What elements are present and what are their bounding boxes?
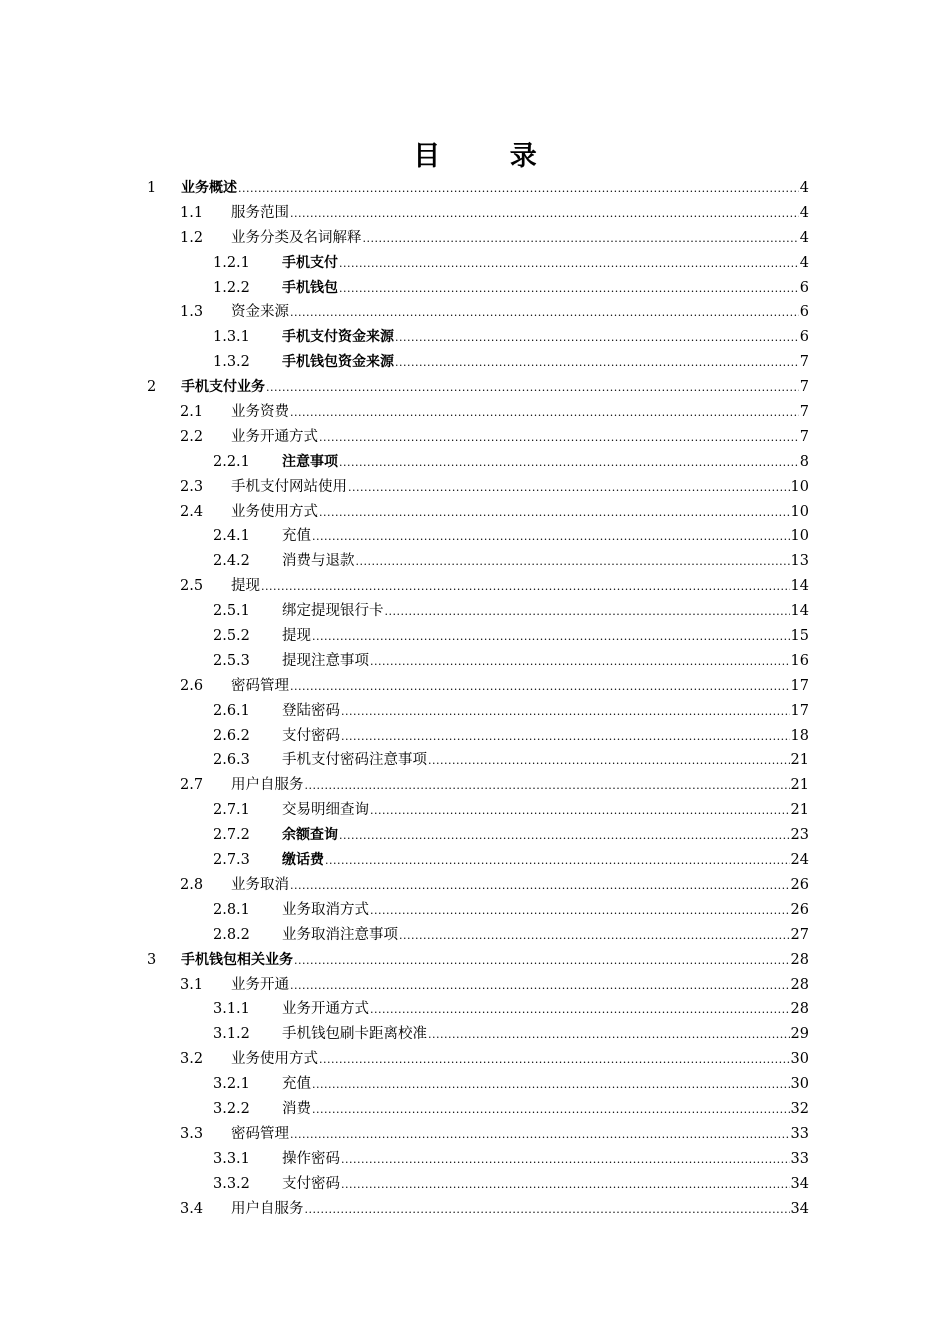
toc-dot-leader — [305, 1198, 790, 1223]
toc-dot-leader — [266, 376, 799, 401]
toc-entry-page: 21 — [790, 802, 809, 819]
toc-entry-number: 2.4 — [180, 503, 204, 520]
toc-entry-label: 手机钱包 — [282, 279, 338, 296]
toc-entry-number: 1.1 — [180, 204, 204, 221]
toc-entry[interactable] — [147, 773, 809, 798]
toc-entry-label: 用户自服务 — [231, 777, 304, 794]
toc-entry-number: 2.5.1 — [213, 603, 250, 620]
toc-entry-number: 3.3.1 — [213, 1150, 250, 1167]
toc-entry-label: 支付密码 — [282, 1175, 340, 1192]
toc-entry-number: 2.5 — [180, 578, 204, 595]
toc-entry-number: 2.5.3 — [213, 652, 250, 669]
toc-entry-page: 14 — [790, 578, 809, 595]
toc-entry-label: 业务取消方式 — [282, 901, 369, 918]
toc-entry[interactable] — [147, 1047, 809, 1072]
toc-entry-page: 7 — [799, 428, 809, 445]
toc-entry-page: 32 — [790, 1100, 809, 1117]
toc-entry-label: 业务使用方式 — [231, 1051, 318, 1068]
toc-entry[interactable] — [147, 948, 809, 973]
toc-entry[interactable] — [147, 251, 809, 276]
toc-entry[interactable] — [147, 798, 809, 823]
toc-entry[interactable] — [147, 425, 809, 450]
toc-entry-page: 10 — [790, 528, 809, 545]
toc-entry-number: 2.7.2 — [213, 827, 250, 844]
toc-entry-number: 1.3.2 — [213, 354, 250, 371]
toc-entry-label: 提现注意事项 — [282, 652, 369, 669]
toc-entry-label: 业务概述 — [181, 180, 237, 196]
toc-entry-number: 2.3 — [180, 478, 204, 495]
page-title: 目 录 — [413, 141, 567, 172]
toc-dot-leader — [395, 326, 799, 351]
toc-dot-leader — [305, 774, 790, 799]
toc-entry-number: 3.4 — [180, 1200, 204, 1217]
toc-dot-leader — [290, 301, 799, 326]
toc-entry-number: 2 — [147, 379, 157, 396]
toc-entry-label: 业务资费 — [231, 404, 289, 421]
toc-entry[interactable] — [147, 574, 809, 599]
toc-entry-page: 21 — [790, 752, 809, 769]
toc-entry-label: 业务分类及名词解释 — [231, 229, 362, 246]
toc-entry-page: 18 — [790, 727, 809, 744]
toc-entry-label: 业务开通方式 — [282, 1001, 369, 1018]
toc-entry[interactable] — [147, 873, 809, 898]
toc-entry[interactable] — [147, 724, 809, 749]
toc-entry-page: 17 — [790, 677, 809, 694]
toc-dot-leader — [312, 1073, 790, 1098]
toc-entry[interactable] — [147, 599, 809, 624]
toc-dot-leader — [356, 550, 790, 575]
toc-dot-leader — [339, 824, 790, 849]
toc-entry[interactable] — [147, 997, 809, 1022]
toc-dot-leader — [428, 749, 790, 774]
toc-entry[interactable] — [147, 823, 809, 848]
toc-entry[interactable] — [147, 699, 809, 724]
toc-entry-number: 1.2.1 — [213, 254, 250, 271]
toc-dot-leader — [312, 1098, 790, 1123]
toc-entry[interactable] — [147, 1172, 809, 1197]
toc-entry[interactable] — [147, 1147, 809, 1172]
toc-entry-page: 6 — [799, 279, 809, 296]
toc-entry-label: 资金来源 — [231, 304, 289, 321]
toc-dot-leader — [428, 1023, 790, 1048]
toc-entry-page: 21 — [790, 777, 809, 794]
toc-entry-number: 2.6 — [180, 677, 204, 694]
toc-entry-number: 2.6.3 — [213, 752, 250, 769]
toc-dot-leader — [370, 650, 790, 675]
toc-entry-page: 4 — [799, 204, 809, 221]
toc-entry-page: 7 — [799, 404, 809, 421]
toc-entry-number: 2.2.1 — [213, 453, 250, 470]
toc-entry-label: 手机支付业务 — [181, 379, 265, 396]
toc-entry-number: 3.2 — [180, 1051, 204, 1068]
toc-entry-label: 业务取消注意事项 — [282, 926, 398, 943]
toc-entry[interactable] — [147, 201, 809, 226]
toc-entry-page: 13 — [790, 553, 809, 570]
toc-dot-leader — [319, 501, 790, 526]
toc-entry-label: 手机钱包资金来源 — [282, 354, 394, 371]
toc-dot-leader — [339, 277, 799, 302]
toc-entry[interactable] — [147, 848, 809, 873]
toc-dot-leader — [370, 998, 790, 1023]
toc-dot-leader — [312, 625, 790, 650]
toc-entry-number: 3.1 — [180, 976, 204, 993]
toc-entry-page: 4 — [799, 229, 809, 246]
toc-entry[interactable] — [147, 674, 809, 699]
toc-entry-number: 3.2.2 — [213, 1100, 250, 1117]
toc-entry[interactable] — [147, 1072, 809, 1097]
toc-entry-page: 34 — [790, 1175, 809, 1192]
toc-entry-page: 7 — [799, 379, 809, 396]
toc-entry-page: 28 — [790, 976, 809, 993]
toc-entry-page: 10 — [790, 503, 809, 520]
table-of-contents — [147, 176, 809, 1221]
toc-entry[interactable] — [147, 500, 809, 525]
toc-entry[interactable] — [147, 1097, 809, 1122]
toc-entry-number: 2.6.1 — [213, 702, 250, 719]
toc-entry-label: 余额查询 — [282, 827, 338, 844]
toc-entry-label: 消费 — [282, 1100, 311, 1117]
toc-entry-number: 2.8.2 — [213, 926, 250, 943]
toc-entry-number: 1 — [147, 180, 157, 196]
toc-entry-label: 充值 — [282, 528, 311, 545]
toc-entry-page: 7 — [799, 354, 809, 371]
toc-entry-number: 2.8.1 — [213, 901, 250, 918]
toc-dot-leader — [290, 675, 790, 700]
toc-dot-leader — [341, 700, 790, 725]
toc-entry-number: 3.2.1 — [213, 1076, 250, 1093]
toc-entry-number: 1.3 — [180, 304, 204, 321]
toc-entry-page: 6 — [799, 329, 809, 346]
toc-entry[interactable] — [147, 176, 809, 201]
toc-entry[interactable] — [147, 300, 809, 325]
toc-entry[interactable] — [147, 1022, 809, 1047]
toc-entry-page: 29 — [790, 1026, 809, 1043]
toc-entry-number: 2.4.1 — [213, 528, 250, 545]
toc-entry-page: 6 — [799, 304, 809, 321]
toc-dot-leader — [363, 227, 799, 252]
toc-entry-page: 4 — [799, 180, 809, 196]
toc-dot-leader — [294, 949, 790, 974]
toc-entry-label: 支付密码 — [282, 727, 340, 744]
toc-entry-number: 2.4.2 — [213, 553, 250, 570]
toc-entry-label: 消费与退款 — [282, 553, 355, 570]
toc-entry[interactable] — [147, 524, 809, 549]
toc-entry-number: 2.6.2 — [213, 727, 250, 744]
toc-entry-page: 10 — [790, 478, 809, 495]
toc-entry-page: 16 — [790, 652, 809, 669]
toc-entry[interactable] — [147, 649, 809, 674]
toc-dot-leader — [238, 177, 799, 202]
toc-entry-page: 33 — [790, 1125, 809, 1142]
toc-entry[interactable] — [147, 748, 809, 773]
toc-entry-number: 2.1 — [180, 404, 204, 421]
toc-entry-page: 8 — [799, 453, 809, 470]
toc-entry[interactable] — [147, 475, 809, 500]
toc-entry-page: 24 — [790, 852, 809, 869]
toc-entry[interactable] — [147, 923, 809, 948]
toc-entry[interactable] — [147, 325, 809, 350]
toc-entry-label: 提现 — [231, 578, 260, 595]
toc-entry-page: 23 — [790, 827, 809, 844]
toc-entry-page: 17 — [790, 702, 809, 719]
toc-entry[interactable] — [147, 973, 809, 998]
toc-entry-number: 1.2 — [180, 229, 204, 246]
toc-entry-page: 34 — [790, 1200, 809, 1217]
toc-entry-page: 4 — [799, 254, 809, 271]
toc-dot-leader — [341, 725, 790, 750]
toc-entry-number: 3.1.2 — [213, 1026, 250, 1043]
toc-entry-number: 2.7.1 — [213, 802, 250, 819]
toc-dot-leader — [290, 974, 790, 999]
toc-entry-number: 2.2 — [180, 428, 204, 445]
toc-dot-leader — [319, 426, 799, 451]
toc-dot-leader — [348, 476, 790, 501]
toc-entry-page: 28 — [790, 1001, 809, 1018]
toc-entry-label: 密码管理 — [231, 677, 289, 694]
toc-entry-label: 手机支付资金来源 — [282, 329, 394, 346]
toc-entry-label: 业务取消 — [231, 876, 289, 893]
toc-entry-label: 交易明细查询 — [282, 802, 369, 819]
toc-entry[interactable] — [147, 1122, 809, 1147]
toc-entry-page: 30 — [790, 1076, 809, 1093]
toc-entry-label: 手机支付网站使用 — [231, 478, 347, 495]
toc-entry-page: 30 — [790, 1051, 809, 1068]
toc-dot-leader — [261, 575, 790, 600]
toc-dot-leader — [370, 799, 790, 824]
toc-entry[interactable] — [147, 350, 809, 375]
toc-entry-number: 1.3.1 — [213, 329, 250, 346]
toc-entry-page: 27 — [790, 926, 809, 943]
toc-entry-label: 登陆密码 — [282, 702, 340, 719]
toc-entry-label: 业务开通方式 — [231, 428, 318, 445]
toc-entry[interactable] — [147, 375, 809, 400]
toc-entry-label: 密码管理 — [231, 1125, 289, 1142]
toc-dot-leader — [341, 1173, 790, 1198]
toc-dot-leader — [290, 202, 799, 227]
toc-entry-label: 手机支付 — [282, 254, 338, 271]
toc-entry[interactable] — [147, 624, 809, 649]
toc-entry-number: 3 — [147, 951, 157, 968]
toc-entry-page: 26 — [790, 876, 809, 893]
toc-entry-page: 26 — [790, 901, 809, 918]
toc-entry-label: 绑定提现银行卡 — [282, 603, 384, 620]
toc-entry[interactable] — [147, 1197, 809, 1222]
toc-entry-label: 手机支付密码注意事项 — [282, 752, 427, 769]
toc-dot-leader — [319, 1048, 790, 1073]
toc-entry-label: 注意事项 — [282, 453, 338, 470]
toc-dot-leader — [395, 351, 799, 376]
toc-dot-leader — [385, 600, 790, 625]
toc-entry[interactable] — [147, 226, 809, 251]
toc-entry-number: 2.7.3 — [213, 852, 250, 869]
toc-entry-number: 3.3 — [180, 1125, 204, 1142]
toc-dot-leader — [312, 525, 790, 550]
toc-entry[interactable] — [147, 898, 809, 923]
toc-dot-leader — [370, 899, 790, 924]
toc-dot-leader — [339, 451, 799, 476]
toc-entry[interactable] — [147, 549, 809, 574]
toc-entry-label: 业务使用方式 — [231, 503, 318, 520]
toc-entry-label: 缴话费 — [282, 852, 324, 869]
toc-entry-label: 操作密码 — [282, 1150, 340, 1167]
toc-entry[interactable] — [147, 276, 809, 301]
toc-entry-number: 2.8 — [180, 876, 204, 893]
toc-entry-number: 2.5.2 — [213, 628, 250, 645]
toc-dot-leader — [399, 924, 790, 949]
toc-entry-number: 1.2.2 — [213, 279, 250, 296]
toc-entry-number: 2.7 — [180, 777, 204, 794]
toc-entry-page: 33 — [790, 1150, 809, 1167]
toc-entry-label: 业务开通 — [231, 976, 289, 993]
toc-entry-number: 3.1.1 — [213, 1001, 250, 1018]
toc-entry-label: 手机钱包刷卡距离校准 — [282, 1026, 427, 1043]
toc-dot-leader — [325, 849, 790, 874]
toc-entry-page: 15 — [790, 628, 809, 645]
toc-dot-leader — [290, 1123, 790, 1148]
toc-entry-number: 3.3.2 — [213, 1175, 250, 1192]
toc-entry-label: 用户自服务 — [231, 1200, 304, 1217]
toc-dot-leader — [290, 401, 799, 426]
toc-entry-label: 提现 — [282, 628, 311, 645]
toc-entry-label: 充值 — [282, 1076, 311, 1093]
toc-entry-page: 28 — [790, 951, 809, 968]
toc-dot-leader — [341, 1148, 790, 1173]
toc-entry[interactable] — [147, 450, 809, 475]
toc-entry[interactable] — [147, 400, 809, 425]
toc-entry-label: 服务范围 — [231, 204, 289, 221]
toc-entry-label: 手机钱包相关业务 — [181, 951, 293, 968]
toc-dot-leader — [339, 252, 799, 277]
toc-entry-page: 14 — [790, 603, 809, 620]
toc-dot-leader — [290, 874, 790, 899]
